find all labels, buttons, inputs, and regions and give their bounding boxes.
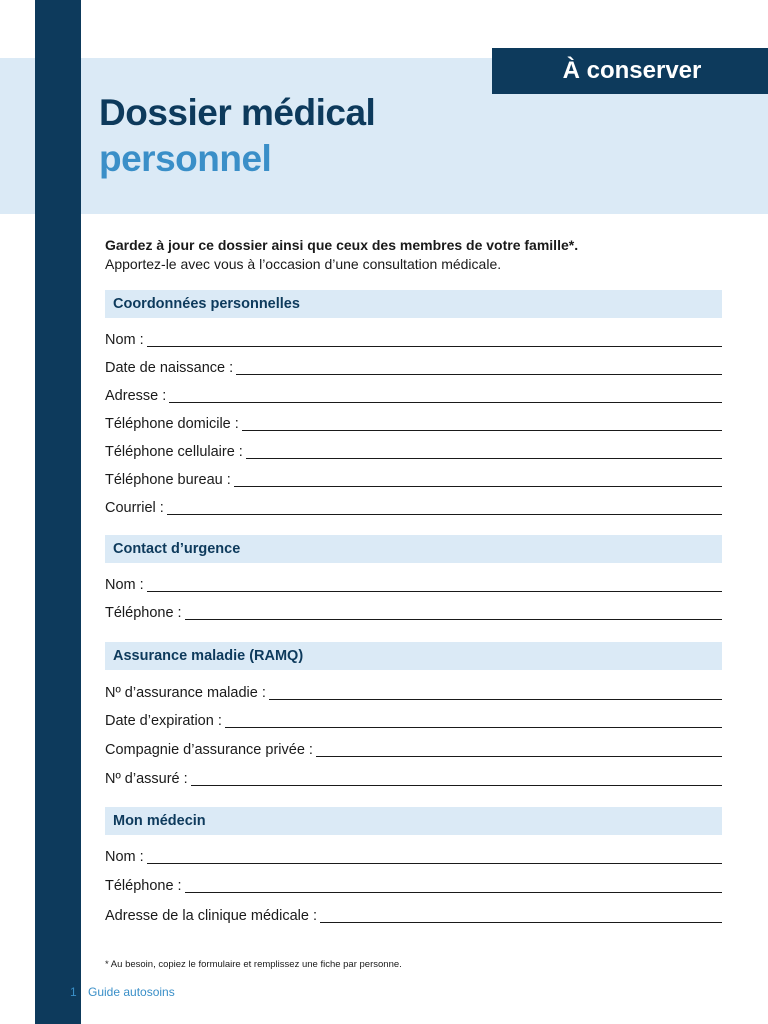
- field-label: Nº d’assurance maladie :: [105, 685, 266, 701]
- field-line[interactable]: [185, 619, 722, 620]
- field-label: Adresse :: [105, 388, 167, 404]
- field-line[interactable]: [236, 374, 722, 375]
- field-label: Nom :: [105, 577, 144, 593]
- field-line[interactable]: [147, 346, 722, 347]
- form-field-health-number[interactable]: [105, 680, 722, 702]
- form-field-address[interactable]: [105, 383, 722, 405]
- form-field-expiration[interactable]: [105, 708, 722, 730]
- keep-badge: À conserver: [492, 48, 768, 94]
- field-line[interactable]: [167, 514, 722, 515]
- field-line[interactable]: [246, 458, 722, 459]
- field-label: Adresse de la clinique médicale :: [105, 908, 317, 924]
- field-line[interactable]: [234, 486, 722, 487]
- form-field-name[interactable]: [105, 327, 722, 349]
- header-band-left: [0, 58, 35, 214]
- page-title: Dossier médical: [99, 92, 376, 133]
- intro-normal: Apportez-le avec vous à l’occasion d’une consultation médicale.: [105, 256, 502, 272]
- field-label: Nº d’assuré :: [105, 771, 188, 787]
- field-label: Nom :: [105, 849, 144, 865]
- side-bar: [35, 0, 81, 1024]
- section-heading-insurance: Assurance maladie (RAMQ): [105, 642, 722, 670]
- page-subtitle: personnel: [99, 138, 272, 179]
- form-field-work-phone[interactable]: [105, 467, 722, 489]
- field-line[interactable]: [191, 785, 722, 786]
- field-label: Téléphone domicile :: [105, 416, 239, 432]
- form-field-emergency-phone[interactable]: [105, 600, 722, 622]
- field-label: Date de naissance :: [105, 360, 234, 376]
- field-label: Nom :: [105, 332, 144, 348]
- form-field-home-phone[interactable]: [105, 411, 722, 433]
- footer-guide-title: Guide autosoins: [88, 985, 175, 999]
- form-field-doctor-phone[interactable]: [105, 873, 722, 895]
- section-heading-doctor: Mon médecin: [105, 807, 722, 835]
- field-line[interactable]: [147, 591, 722, 592]
- form-field-email[interactable]: [105, 495, 722, 517]
- page-number: 1: [70, 985, 77, 999]
- intro-bold: Gardez à jour ce dossier ainsi que ceux des membres de votre famille*.: [105, 237, 579, 253]
- form-field-insured-number[interactable]: [105, 766, 722, 788]
- form-field-emergency-name[interactable]: [105, 572, 722, 594]
- section-heading-personal: Coordonnées personnelles: [105, 290, 722, 318]
- footnote: * Au besoin, copiez le formulaire et remplissez une fiche par personne.: [105, 959, 402, 970]
- field-label: Compagnie d’assurance privée :: [105, 742, 313, 758]
- field-label: Téléphone :: [105, 605, 182, 621]
- field-label: Téléphone cellulaire :: [105, 444, 243, 460]
- field-line[interactable]: [185, 892, 722, 893]
- form-field-birthdate[interactable]: [105, 355, 722, 377]
- field-line[interactable]: [269, 699, 722, 700]
- field-line[interactable]: [225, 727, 722, 728]
- field-line[interactable]: [242, 430, 722, 431]
- form-field-clinic-address[interactable]: [105, 903, 722, 925]
- section-heading-emergency: Contact d’urgence: [105, 535, 722, 563]
- form-field-private-insurer[interactable]: [105, 737, 722, 759]
- form-field-doctor-name[interactable]: [105, 844, 722, 866]
- field-label: Téléphone bureau :: [105, 472, 231, 488]
- field-line[interactable]: [320, 922, 722, 923]
- form-field-cell-phone[interactable]: [105, 439, 722, 461]
- field-label: Téléphone :: [105, 878, 182, 894]
- field-label: Courriel :: [105, 500, 164, 516]
- field-line[interactable]: [169, 402, 722, 403]
- field-line[interactable]: [316, 756, 722, 757]
- field-label: Date d’expiration :: [105, 713, 222, 729]
- field-line[interactable]: [147, 863, 722, 864]
- intro-text: [105, 236, 725, 274]
